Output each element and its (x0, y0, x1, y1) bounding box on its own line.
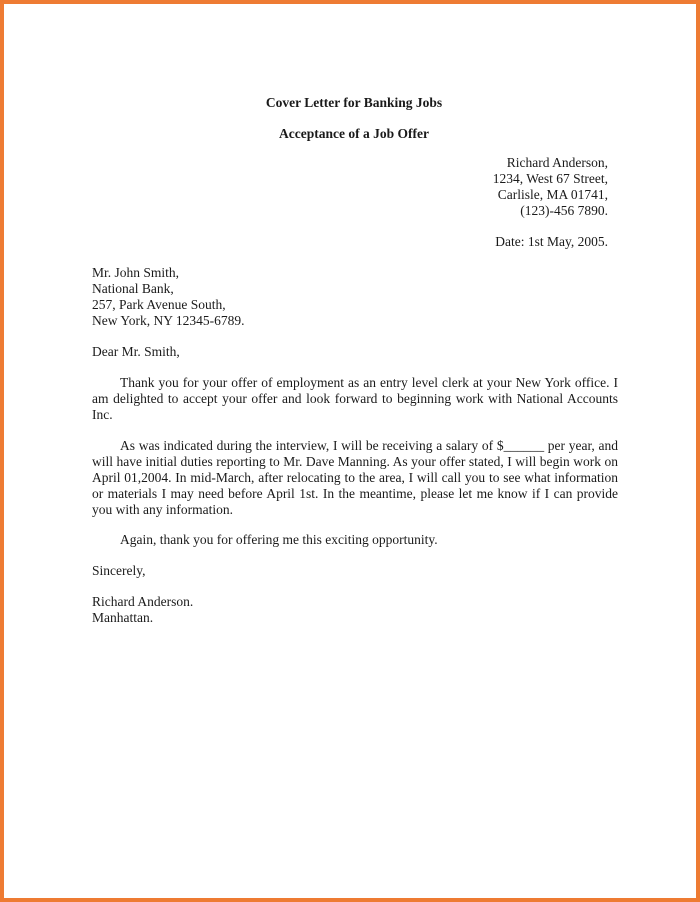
body-paragraph: Again, thank you for offering me this exciting opportunity. (120, 532, 438, 547)
sender-street: 1234, West 67 Street, (492, 171, 608, 186)
document-title: Cover Letter for Banking Jobs (265, 95, 443, 110)
recipient-name: Mr. John Smith, (92, 265, 180, 280)
sender-address (493, 155, 608, 219)
sender-name: Richard Anderson, (506, 155, 608, 170)
letter-page (8, 8, 692, 894)
recipient-company: National Bank, (92, 281, 174, 296)
letter-date: Date: 1st May, 2005. (495, 234, 608, 249)
document-subtitle: Acceptance of a Job Offer (279, 126, 429, 141)
body-paragraph: As was indicated during the interview, I will be receiving a salary of $______ per year, and will have initial duties reporting to Mr. Dave Manning. As your offer stated, I will begin work on April 01,2004. In mid-March, after relocating to the area, I will call you to see what information or materials I may need before April 1st. In the meantime, please let me know if I can provide you with any information. (92, 438, 618, 517)
sender-city: Carlisle, MA 01741, (497, 187, 608, 202)
recipient-address (92, 265, 245, 329)
sender-phone: (123)-456 7890. (520, 203, 608, 218)
signature-name: Richard Anderson. (92, 594, 194, 609)
salutation: Dear Mr. Smith, (92, 344, 180, 359)
signature-location: Manhattan. (92, 610, 154, 625)
body-paragraph: Thank you for your offer of employment as an entry level clerk at your New York office. I am delighted to accept your offer and look forward to beginning work with National Accounts Inc. (92, 375, 618, 422)
closing: Sincerely, (92, 563, 146, 578)
recipient-city: New York, NY 12345-6789. (92, 313, 245, 328)
recipient-street: 257, Park Avenue South, (92, 297, 226, 312)
